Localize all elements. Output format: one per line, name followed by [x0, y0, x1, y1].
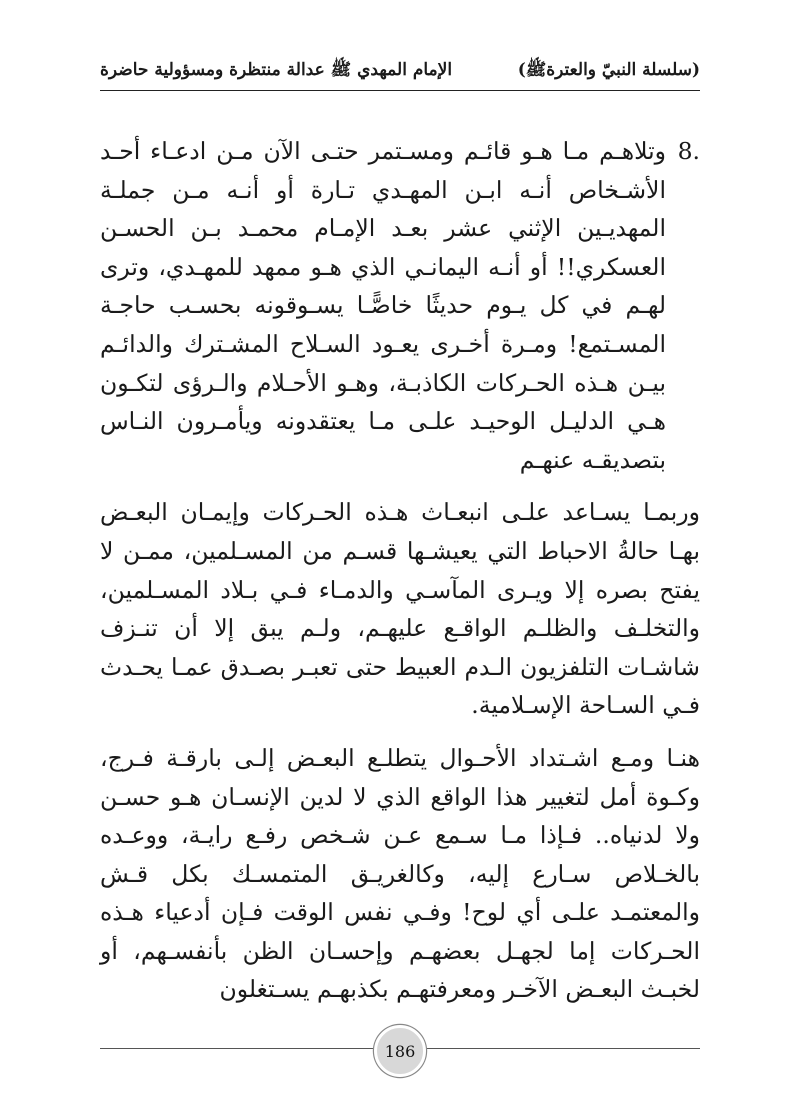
header-divider [100, 90, 700, 91]
paragraph-2: هنـا ومـع اشـتداد الأحـوال يتطلـع البعـض إلـى بارقـة فـرج، وكـوة أمل لتغيير هذا الواقع الذي لا لدين الإنسـان هـو حسـن ولا لدنياه.. فـإذا مـا سـمع عـن شـخص رفـع رايـة، ووعـده بالخـلاص سـارع إليه، وكالغريـق المتمسـك بكل قـش والمعتمـد علـى أي لوح! وفـي نفس الوقت فـإن أدعياء هـذه الحـركات إما لجهـل بعضهـم وإحسـان الظن بأنفسـهم، أو لخبـث البعـض الآخـر ومعرفتهـم بكذبهـم يسـتغلون [100, 743, 700, 1004]
page-number: 186 [374, 1025, 426, 1077]
paragraph-1: وربمـا يسـاعد علـى انبعـاث هـذه الحـركات وإيمـان البعـض بهـا حالةُ الاحباط التي يعيشـها قسـم من المسـلمين، ممـن لا يفتح بصره إلا ويـرى المآسـي والدمـاء فـي بـلاد المسـلمين، والتخلـف والظلـم الواقـع عليهـم، ولـم يبق إلا أن تنـزف شاشـات التلفزيون الـدم العبيط حتى تعبـر بصـدق عمـا يحـدث فـي السـاحة الإسـلامية. [100, 498, 700, 720]
page-footer [100, 1025, 700, 1073]
book-title: الإمام المهدي ﷺ عدالة منتظرة ومسؤولية حاضرة [100, 59, 453, 80]
item-text: وتلاهـم مـا هـو قائـم ومسـتمر حتـى الآن مـن ادعـاء أحـد الأشـخاص أنـه ابـن المهـدي تـارة أو أنـه مـن جملـة المهديـين الإثني عشر بعـد الإمـام محمـد بـن الحسـن العسكري!! أو أنـه اليمانـي الذي هـو ممهد للمهـدي، وترى لهـم في كل يـوم حديثًا خاصًّـا يسـوقونه بحسـب حاجـة المسـتمع! ومـرة أخـرى يعـود السـلاح المشـترك والدائـم بيـن هـذه الحـركات الكاذبـة، وهـو الأحـلام والـرؤى لتكـون هـي الدليـل الوحيـد علـى مـا يعتقدونه ويأمـرون النـاس بتصديقـه عنهـم [100, 137, 666, 474]
page-body [100, 132, 700, 1023]
running-header [100, 56, 700, 86]
item-number: 8. [677, 137, 700, 165]
numbered-item [100, 132, 700, 479]
series-title: (سلسلة النبيّ والعترةﷺ) [517, 59, 700, 80]
